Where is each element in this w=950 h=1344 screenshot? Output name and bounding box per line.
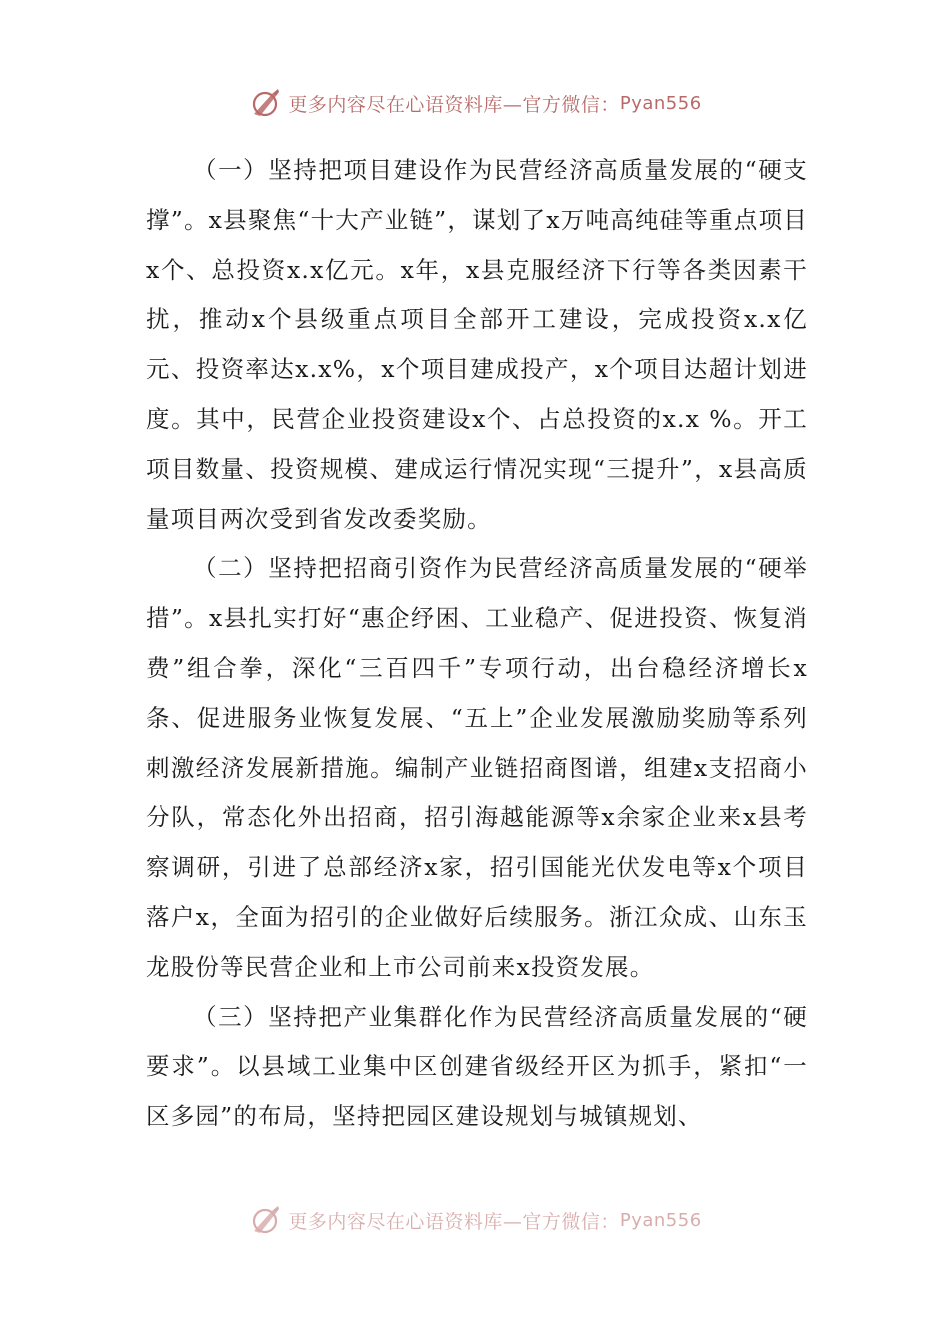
paragraph-2: （二）坚持把招商引资作为民营经济高质量发展的“硬举措”。x县扎实打好“惠企纾困、工业稳产、促进投资、恢复消费”组合拳，深化“三百四千”专项行动，出台稳经济增长x条、促进服务业恢复发展、“五上”企业发展激励奖励等系列刺激经济发展新措施。编制产业链招商图谱，组建x支招商小分队，常态化外出招商，招引海越能源等x余家企业来x县考察调研，引进了总部经济x家，招引国能光伏发电等x个项目落户x，全面为招引的企业做好后续服务。浙江众成、山东玉龙股份等民营企业和上市公司前来x投资发展。 [146, 554, 808, 981]
pen-circle-logo-icon [248, 86, 282, 120]
watermark-wechat-id: Pyan556 [619, 92, 702, 114]
document-body [146, 146, 808, 1142]
paragraph-1: （一）坚持把项目建设作为民营经济高质量发展的“硬支撑”。x县聚焦“十大产业链”，谋划了x万吨高纯硅等重点项目x个、总投资x.x亿元。x年，x县克服经济下行等各类因素干扰，推动x个县级重点项目全部开工建设，完成投资x.x亿元、投资率达x.x%，x个项目建成投产，x个项目达超计划进度。其中，民营企业投资建设x个、占总投资的x.x %。开工项目数量、投资规模、建成运行情况实现“三提升”，x县高质量项目两次受到省发改委奖励。 [146, 156, 808, 533]
paragraph-3: （三）坚持把产业集群化作为民营经济高质量发展的“硬要求”。以县域工业集中区创建省级经开区为抓手，紧扣“一区多园”的布局，坚持把园区建设规划与城镇规划、 [146, 1002, 808, 1131]
watermark-header [0, 83, 950, 123]
watermark-wechat-id: Pyan556 [619, 1209, 702, 1231]
pen-circle-logo-icon [248, 1203, 282, 1237]
watermark-text: 更多内容尽在心语资料库—官方微信： [288, 1210, 620, 1233]
watermark-footer [0, 1200, 950, 1240]
watermark-text: 更多内容尽在心语资料库—官方微信： [288, 93, 620, 116]
